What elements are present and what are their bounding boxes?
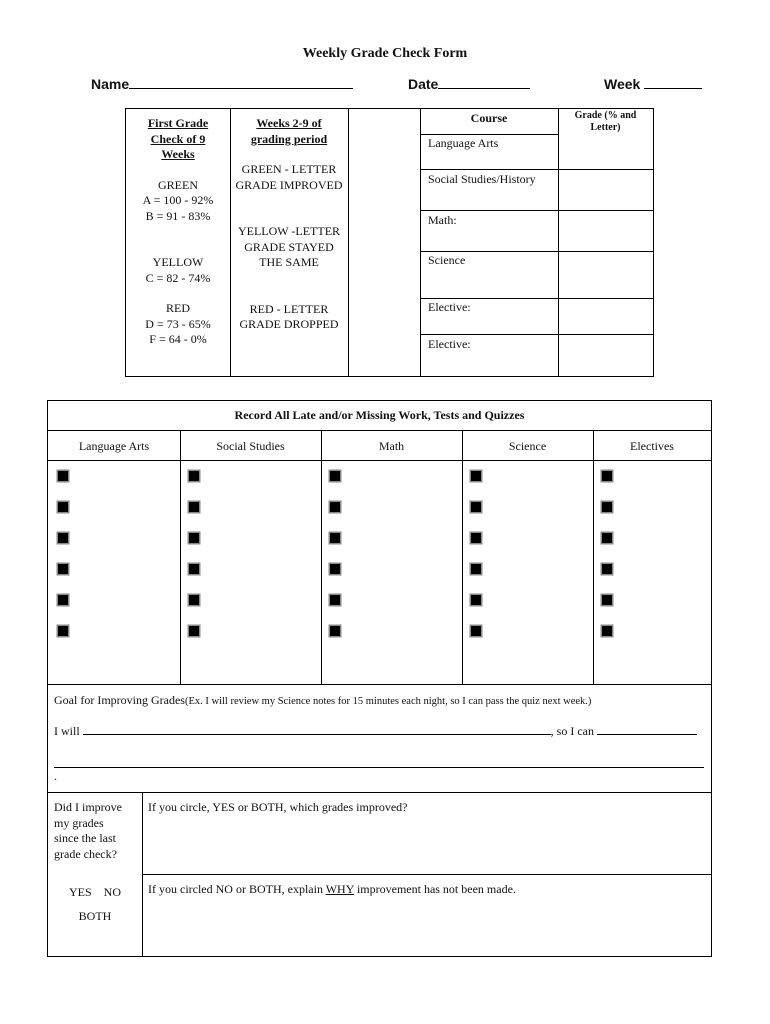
weeks-key — [230, 116, 348, 333]
why-emphasis: WHY — [325, 882, 354, 896]
missing-work-checkbox[interactable] — [330, 564, 340, 574]
missing-work-checkbox[interactable] — [602, 564, 612, 574]
missing-work-checkbox[interactable] — [471, 533, 481, 543]
course-language-arts: Language Arts — [428, 136, 499, 150]
red-range: RED D = 73 - 65% F = 64 - 0% — [145, 301, 211, 346]
missing-work-checkbox[interactable] — [58, 502, 68, 512]
late-work-title: Record All Late and/or Missing Work, Tests and Quizzes — [234, 408, 525, 422]
missing-work-checkbox[interactable] — [471, 471, 481, 481]
date-label: Date — [408, 76, 439, 92]
missing-work-checkbox[interactable] — [471, 626, 481, 636]
missing-work-checkbox[interactable] — [330, 502, 340, 512]
missing-work-checkbox[interactable] — [189, 626, 199, 636]
i-will-blank[interactable] — [83, 724, 551, 735]
missing-work-checkbox[interactable] — [471, 595, 481, 605]
both-option[interactable]: BOTH — [78, 908, 112, 923]
green-meaning: GREEN - LETTER GRADE IMPROVED — [235, 162, 343, 192]
goal-line — [54, 693, 591, 708]
yellow-range: YELLOW C = 82 - 74% — [145, 255, 211, 285]
subject-electives: Electives — [630, 439, 674, 453]
missing-work-checkbox[interactable] — [189, 502, 199, 512]
course-elective-2: Elective: — [428, 337, 471, 351]
missing-work-checkbox[interactable] — [58, 471, 68, 481]
missing-work-checkbox[interactable] — [330, 595, 340, 605]
course-header: Course — [470, 111, 508, 125]
missing-work-checkbox[interactable] — [330, 533, 340, 543]
missing-work-checkbox[interactable] — [330, 626, 340, 636]
missing-work-checkbox[interactable] — [189, 595, 199, 605]
red-meaning: RED - LETTER GRADE DROPPED — [239, 301, 339, 331]
missing-work-checkbox[interactable] — [58, 595, 68, 605]
yes-no-options[interactable]: YES NO — [68, 885, 121, 899]
so-i-can-label: , so I can — [550, 724, 594, 738]
missing-work-checkbox[interactable] — [602, 626, 612, 636]
first-check-heading: First Grade Check of 9 Weeks — [147, 116, 209, 161]
missing-work-checkbox[interactable] — [189, 471, 199, 481]
yes-prompt: If you circle, YES or BOTH, which grades improved? — [148, 800, 408, 814]
course-math: Math: — [428, 213, 457, 227]
subject-social-studies: Social Studies — [216, 439, 285, 453]
missing-work-checkbox[interactable] — [189, 564, 199, 574]
date-field[interactable] — [408, 76, 530, 92]
first-check-key — [126, 116, 230, 348]
grade-key-table — [125, 108, 654, 377]
missing-work-checkbox[interactable] — [58, 626, 68, 636]
grade-header: Grade (% and Letter) — [574, 110, 637, 133]
week-label: Week — [604, 76, 641, 92]
weeks-heading: Weeks 2-9 of grading period — [250, 116, 328, 146]
missing-work-checkbox[interactable] — [189, 533, 199, 543]
subject-science: Science — [508, 439, 547, 453]
missing-work-checkbox[interactable] — [471, 564, 481, 574]
subject-language-arts: Language Arts — [78, 439, 150, 453]
course-science: Science — [428, 253, 466, 267]
missing-work-checkbox[interactable] — [58, 564, 68, 574]
missing-work-checkbox[interactable] — [602, 595, 612, 605]
missing-work-checkbox[interactable] — [602, 533, 612, 543]
name-label: Name — [91, 76, 130, 92]
form-title: Weekly Grade Check Form — [302, 46, 468, 61]
so-i-can-blank[interactable] — [597, 724, 697, 735]
missing-work-checkbox[interactable] — [602, 502, 612, 512]
goal-continuation-blank[interactable] — [54, 753, 704, 768]
improve-options[interactable] — [48, 885, 142, 924]
missing-work-checkbox[interactable] — [602, 471, 612, 481]
week-field[interactable] — [604, 76, 702, 92]
subject-math: Math — [378, 439, 405, 453]
goal-period: . — [54, 769, 57, 783]
yellow-meaning: YELLOW -LETTER GRADE STAYED THE SAME — [237, 224, 341, 269]
goal-example: (Ex. I will review my Science notes for 15 minutes each night, so I can pass the quiz next week.) — [184, 696, 592, 707]
name-field[interactable] — [91, 76, 353, 92]
late-work-table — [47, 400, 712, 957]
i-will-line[interactable] — [54, 724, 697, 739]
no-prompt: If you circled NO or BOTH, explain WHY improvement has not been made. — [148, 882, 516, 896]
missing-work-checkbox[interactable] — [471, 502, 481, 512]
goal-label: Goal for Improving Grades — [54, 693, 185, 707]
green-range: GREEN A = 100 - 92% B = 91 - 83% — [142, 177, 214, 223]
missing-work-checkbox[interactable] — [58, 533, 68, 543]
course-social-studies: Social Studies/History — [428, 172, 536, 186]
course-elective-1: Elective: — [428, 300, 471, 314]
i-will-label: I will — [54, 724, 80, 738]
improve-question: Did I improve my grades since the last grade check? — [54, 800, 122, 861]
missing-work-checkbox[interactable] — [330, 471, 340, 481]
